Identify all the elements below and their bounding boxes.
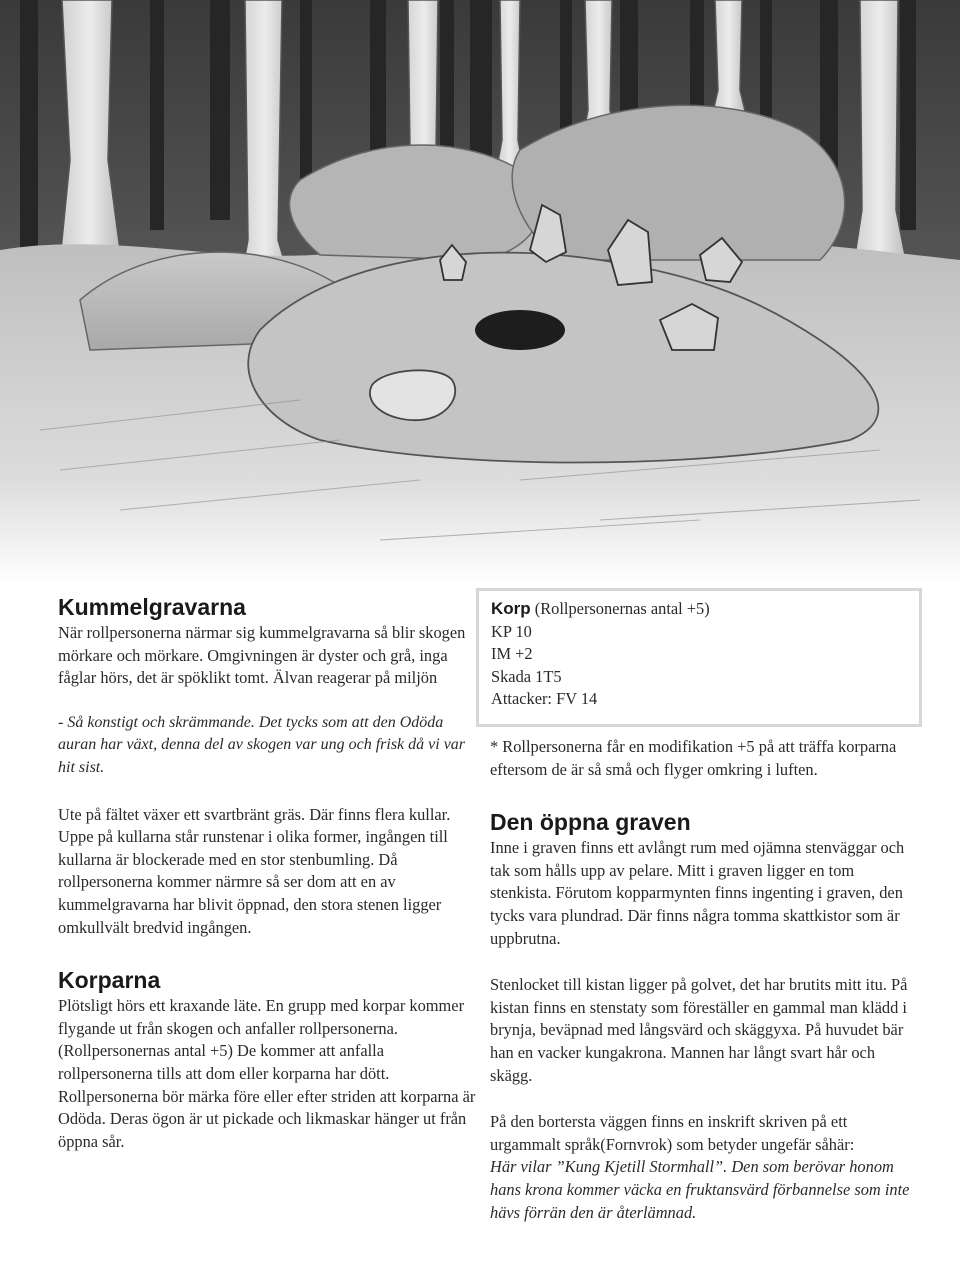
korp-stat-block <box>476 588 922 727</box>
graven-stone-lid: Stenlocket till kistan ligger på golvet, det har brutits mitt itu. På kistan finns en stenstaty som föreställer en gammal man klädd i brynja, beväpnad med långsvärd och skäggyxa. På huvudet bär han en vacker kungakrona. Mannen har långt svart hår och skägg. <box>490 975 908 1085</box>
stat-skada: Skada 1T5 <box>491 666 562 686</box>
stat-kp: KP 10 <box>491 621 532 641</box>
right-column <box>490 736 910 1224</box>
alvan-quote: - Så konstigt och skrämmande. Det tycks som att den Odöda auran har växt, denna del av skogen var ung och frisk då vi var hit sist. <box>58 713 466 776</box>
stat-creature-count: (Rollpersonernas antal +5) <box>534 599 710 618</box>
korparna-heading: Korparna <box>58 967 161 994</box>
left-column <box>58 592 478 1153</box>
korparna-description: Plötsligt hörs ett kraxande läte. En grupp med korpar kommer flygande ut från skogen och anfaller rollpersonerna. (Rollpersonernas antal +5) De kommer att anfalla rollpersonerna tills att dom eller korparna har dött. Rollpersonerna bör märka före eller efter striden att korparna är Odöda. Deras ögon är ut pickade och likmaskar hänger ut från öppna sår. <box>58 996 476 1151</box>
korp-modifier-note: * Rollpersonerna får en modifikation +5 på att träffa korparna eftersom de är så små och flyger omkring i luften. <box>490 737 897 779</box>
stat-attacker: Attacker: FV 14 <box>491 689 598 709</box>
kummelgravarna-intro: När rollpersonerna närmar sig kummelgravarna så blir skogen mörkare och mörkare. Omgivningen är dyster och grå, inga fåglar hörs, det är spöklikt tomt. Älvan reagerar på miljön <box>58 623 466 688</box>
stat-im: IM +2 <box>491 644 533 664</box>
graven-description: Inne i graven finns ett avlångt rum med ojämna stenväggar och tak som hålls upp av pelare. Mitt i graven ligger en tom stenkista. Förutom kopparmynten finns ingenting i graven, den tycks vara plundrad. Där finns några tomma skattkistor som är uppbrutna. <box>490 838 905 948</box>
graven-inscription-intro: På den bortersta väggen finns en inskrift skriven på ett urgammalt språk(Fornvrok) som betyder ungefär såhär: <box>490 1112 855 1154</box>
kummelgravarna-field-description: Ute på fältet växer ett svartbränt gräs. Där finns flera kullar. Uppe på kullarna står runstenar i olika former, ingången till kullarna är blockerade med en stor stenbumling. Då rollpersonerna kommer närmre så ser dom att en av kummelgravarna har blivit öppnad, den stora stenen ligger omkullvält bredvid ingången. <box>58 804 451 937</box>
stat-creature-name: Korp <box>491 599 531 618</box>
kummelgravarna-heading: Kummelgravarna <box>58 594 246 620</box>
graven-inscription-text: Här vilar ”Kung Kjetill Stormhall”. Den som berövar honom hans krona kommer väcka en fruktansvärd förbannelse som inte hävs förrän den är återlämnad. <box>490 1157 910 1222</box>
den-oppna-graven-heading: Den öppna graven <box>490 809 691 836</box>
forest-mounds-illustration <box>0 0 960 585</box>
